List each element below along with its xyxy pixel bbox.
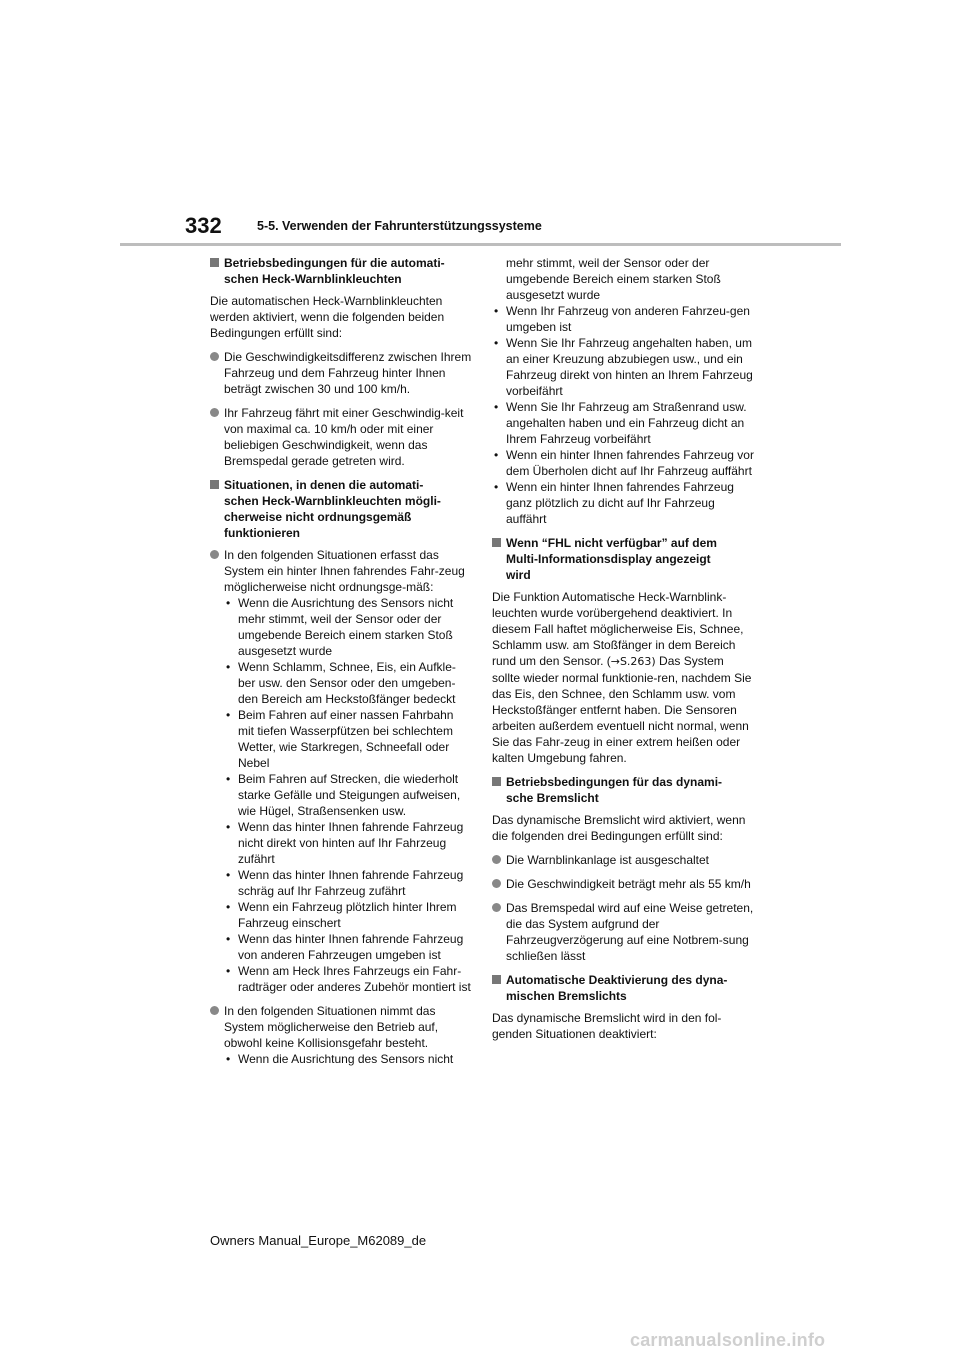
condition-item [492,876,754,892]
sub-list-continued [492,255,754,527]
heading-text: Betriebsbedingungen für das dynami- sche Bremslicht [506,775,723,805]
condition-item [492,900,754,964]
condition-text: Die Geschwindigkeit beträgt mehr als 55 km/h [506,877,751,891]
left-column [210,255,472,1075]
paragraph-text: Das System sollte wieder normal funktionie-ren, nachdem Sie das Eis, den Schnee, den Schlamm usw. vom Heckstoßfänger entfernt haben. Die Sensoren arbeiten außerdem eventuell nicht normal, wenn Sie das Fahr-zeug in einer extrem heißen oder kalten Umgebung fahren. [492,654,752,765]
paragraph: Die automatischen Heck-Warnblinkleuchten werden aktiviert, wenn die folgenden beiden Bedingungen erfüllt sind: [210,294,445,340]
list-item: • Wenn Schlamm, Schnee, Eis, ein Aufkle-ber usw. den Sensor oder den umgeben-den Bereich am Heckstoßfänger bedeckt [224,659,472,707]
section-heading [492,535,754,583]
page-number: 332 [185,213,222,238]
square-bullet-icon [210,480,219,489]
list-item: • Beim Fahren auf einer nassen Fahrbahn mit tiefen Wasserpfützen bei schlechtem Wetter, wie Starkregen, Schneefall oder Nebel [224,707,472,771]
section-heading [492,972,754,1004]
list-item: • Beim Fahren auf Strecken, die wiederholt starke Gefälle und Steigungen aufweisen, wie Hügel, Straßensenken usw. [224,771,472,819]
condition-text: In den folgenden Situationen nimmt das System möglicherweise den Betrieb auf, obwohl keine Kollisionsgefahr besteht. [224,1004,439,1050]
paragraph-text: Die Funktion Automatische Heck-Warnblink-leuchten wurde vorübergehend deaktiviert. In diesem Fall haftet möglicherweise Eis, Schnee, Schlamm usw. am Stoßfänger in dem Bereich rund um den Sensor. ( [492,590,744,668]
condition-text: Das Bremspedal wird auf eine Weise getreten, die das System aufgrund der Fahrzeugverzögerung auf eine Notbrem-sung schließen lässt [506,901,754,963]
list-item: • Wenn das hinter Ihnen fahrende Fahrzeug nicht direkt von hinten auf Ihr Fahrzeug zufährt [224,819,472,867]
footer-text: Owners Manual_Europe_M62089_de [210,1233,427,1248]
list-item: • Wenn die Ausrichtung des Sensors nicht [224,1051,472,1067]
condition-item [210,405,472,469]
heading-text: Wenn “FHL nicht verfügbar” auf dem Multi-Informationsdisplay angezeigt wird [506,536,717,582]
circle-bullet-icon [210,550,219,559]
page-reference-link[interactable]: →S.263) [610,655,656,668]
condition-item [210,349,472,397]
section-heading [492,774,754,806]
paragraph: Das dynamische Bremslicht wird aktiviert, wenn die folgenden drei Bedingungen erfüllt sind: [492,813,746,843]
list-item: • Wenn Sie Ihr Fahrzeug am Straßenrand usw. angehalten haben und ein Fahrzeug dicht an Ihrem Fahrzeug vorbeifährt [492,399,754,447]
square-bullet-icon [492,975,501,984]
list-item: • Wenn Sie Ihr Fahrzeug angehalten haben, um an einer Kreuzung abzubiegen usw., und ein Fahrzeug direkt von hinten an Ihrem Fahrzeug vorbeifährt [492,335,754,399]
watermark: carmanualsonline.info [630,1330,826,1350]
heading-text: Situationen, in denen die automati- schen Heck-Warnblinkleuchten mögli- cherweise nicht ordnungsgemäß funktionieren [224,478,441,540]
section-title: 5-5. Verwenden der Fahrunterstützungssysteme [257,219,542,233]
condition-item [210,547,472,995]
list-item: • Wenn das hinter Ihnen fahrende Fahrzeug von anderen Fahrzeugen umgeben ist [224,931,472,963]
right-column [492,255,754,1050]
circle-bullet-icon [492,855,501,864]
header-divider [120,243,841,246]
list-item: • Wenn das hinter Ihnen fahrende Fahrzeug schräg auf Ihr Fahrzeug zufährt [224,867,472,899]
square-bullet-icon [492,538,501,547]
paragraph [492,589,754,766]
circle-bullet-icon [210,1006,219,1015]
sub-list [224,1051,472,1067]
condition-text: In den folgenden Situationen erfasst das System ein hinter Ihnen fahrendes Fahr-zeug möglicherweise nicht ordnungsge-mäß: [224,548,465,594]
square-bullet-icon [210,258,219,267]
list-item: • Wenn am Heck Ihres Fahrzeugs ein Fahr-radträger oder anderes Zubehör montiert ist [224,963,472,995]
condition-text: Ihr Fahrzeug fährt mit einer Geschwindig-keit von maximal ca. 10 km/h oder mit einer beliebigen Geschwindigkeit, wenn das Bremspedal gerade getreten wird. [224,406,464,468]
condition-item [492,852,754,868]
paragraph: Das dynamische Bremslicht wird in den fol-genden Situationen deaktiviert: [492,1011,722,1041]
list-item: • Wenn ein Fahrzeug plötzlich hinter Ihrem Fahrzeug einschert [224,899,472,931]
condition-item [210,1003,472,1067]
circle-bullet-icon [492,903,501,912]
condition-text: Die Warnblinkanlage ist ausgeschaltet [506,853,709,867]
heading-text: Betriebsbedingungen für die automati- schen Heck-Warnblinkleuchten [224,256,445,286]
list-item: • Wenn Ihr Fahrzeug von anderen Fahrzeu-gen umgeben ist [492,303,754,335]
condition-text: Die Geschwindigkeitsdifferenz zwischen Ihrem Fahrzeug und dem Fahrzeug hinter Ihnen beträgt zwischen 30 und 100 km/h. [224,350,472,396]
square-bullet-icon [492,777,501,786]
section-heading [210,255,472,287]
list-item: • Wenn ein hinter Ihnen fahrendes Fahrzeug vor dem Überholen dicht auf Ihr Fahrzeug auffährt [492,447,754,479]
section-heading [210,477,472,541]
circle-bullet-icon [492,879,501,888]
heading-text: Automatische Deaktivierung des dyna- mischen Bremslichts [506,973,728,1003]
list-item: mehr stimmt, weil der Sensor oder der umgebende Bereich einem starken Stoß ausgesetzt wurde [506,256,721,302]
list-item: • Wenn die Ausrichtung des Sensors nicht mehr stimmt, weil der Sensor oder der umgebende Bereich einem starken Stoß ausgesetzt wurde [224,595,472,659]
circle-bullet-icon [210,408,219,417]
circle-bullet-icon [210,352,219,361]
list-item: • Wenn ein hinter Ihnen fahrendes Fahrzeug ganz plötzlich zu dicht auf Ihr Fahrzeug auffährt [492,479,754,527]
sub-list [224,595,472,995]
